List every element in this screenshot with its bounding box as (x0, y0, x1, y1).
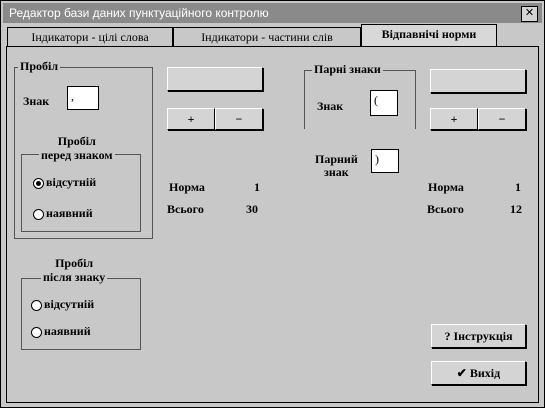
close-icon: ✕ (524, 7, 535, 19)
right-plus-button[interactable] (430, 108, 478, 130)
space-before-group (21, 154, 141, 232)
window-title: Редактор бази даних пунктуаційного контролю (9, 6, 269, 20)
close-button[interactable] (521, 6, 538, 22)
right-norm-value: 1 (515, 180, 521, 194)
right-minus-button[interactable] (478, 108, 526, 130)
pair-group-legend: Парні знаки (314, 62, 381, 76)
left-total-label: Всього (167, 202, 204, 216)
title-bar (3, 3, 542, 23)
before-present-radio[interactable] (33, 206, 93, 220)
after-present-radio[interactable] (31, 324, 91, 338)
radio-icon (31, 327, 42, 338)
before-absent-radio[interactable] (33, 175, 96, 189)
left-norm-value: 1 (254, 180, 260, 194)
plus-icon: + (187, 112, 195, 126)
right-total-value: 12 (510, 202, 522, 216)
paired-sign-field[interactable]: ) (371, 149, 399, 173)
left-plus-button[interactable] (167, 108, 215, 130)
sign-label: Знак (23, 94, 50, 108)
checkmark-icon: ✔ (456, 366, 467, 380)
radio-label: наявний (46, 206, 93, 220)
left-total-value: 30 (246, 202, 258, 216)
tab-label: Відпавнічі норми (381, 27, 477, 41)
left-minus-button[interactable] (215, 108, 263, 130)
radio-icon (33, 209, 44, 220)
tab-label: Індикатори - частини слів (201, 30, 333, 44)
help-button[interactable] (431, 324, 526, 348)
space-after-legend: Пробіл після знаку (43, 256, 106, 284)
radio-label: наявний (44, 324, 91, 338)
exit-button-label: Вихід (469, 366, 501, 380)
radio-selected-icon (33, 178, 44, 189)
exit-button[interactable] (431, 361, 526, 385)
right-blank-button[interactable] (430, 69, 526, 93)
sign-field[interactable]: , (67, 86, 99, 110)
tab-whole-words[interactable] (7, 27, 173, 47)
left-norm-label: Норма (169, 180, 205, 194)
tab-norms[interactable] (361, 24, 497, 47)
right-norm-label: Норма (428, 180, 464, 194)
radio-label: відсутній (44, 297, 95, 311)
help-button-label: Інструкція (453, 329, 513, 343)
after-absent-radio[interactable] (31, 297, 94, 311)
right-total-label: Всього (427, 202, 464, 216)
pair-sign-field[interactable]: ( (370, 90, 398, 116)
pair-sign-label: Знак (317, 99, 344, 113)
plus-icon: + (450, 112, 458, 126)
tab-word-parts[interactable] (173, 27, 361, 47)
space-after-group (21, 278, 141, 350)
left-blank-button[interactable] (167, 67, 263, 91)
minus-icon: − (498, 112, 506, 126)
question-icon: ? (444, 329, 451, 343)
space-group-legend: Пробіл (20, 59, 59, 73)
tab-label: Індикатори - цілі слова (31, 30, 149, 44)
radio-label: відсутній (46, 175, 97, 189)
paired-sign-label: Парний знак (315, 152, 358, 179)
space-before-legend: Пробіл перед знаком (41, 134, 113, 162)
minus-icon: − (235, 112, 243, 126)
radio-icon (31, 300, 42, 311)
